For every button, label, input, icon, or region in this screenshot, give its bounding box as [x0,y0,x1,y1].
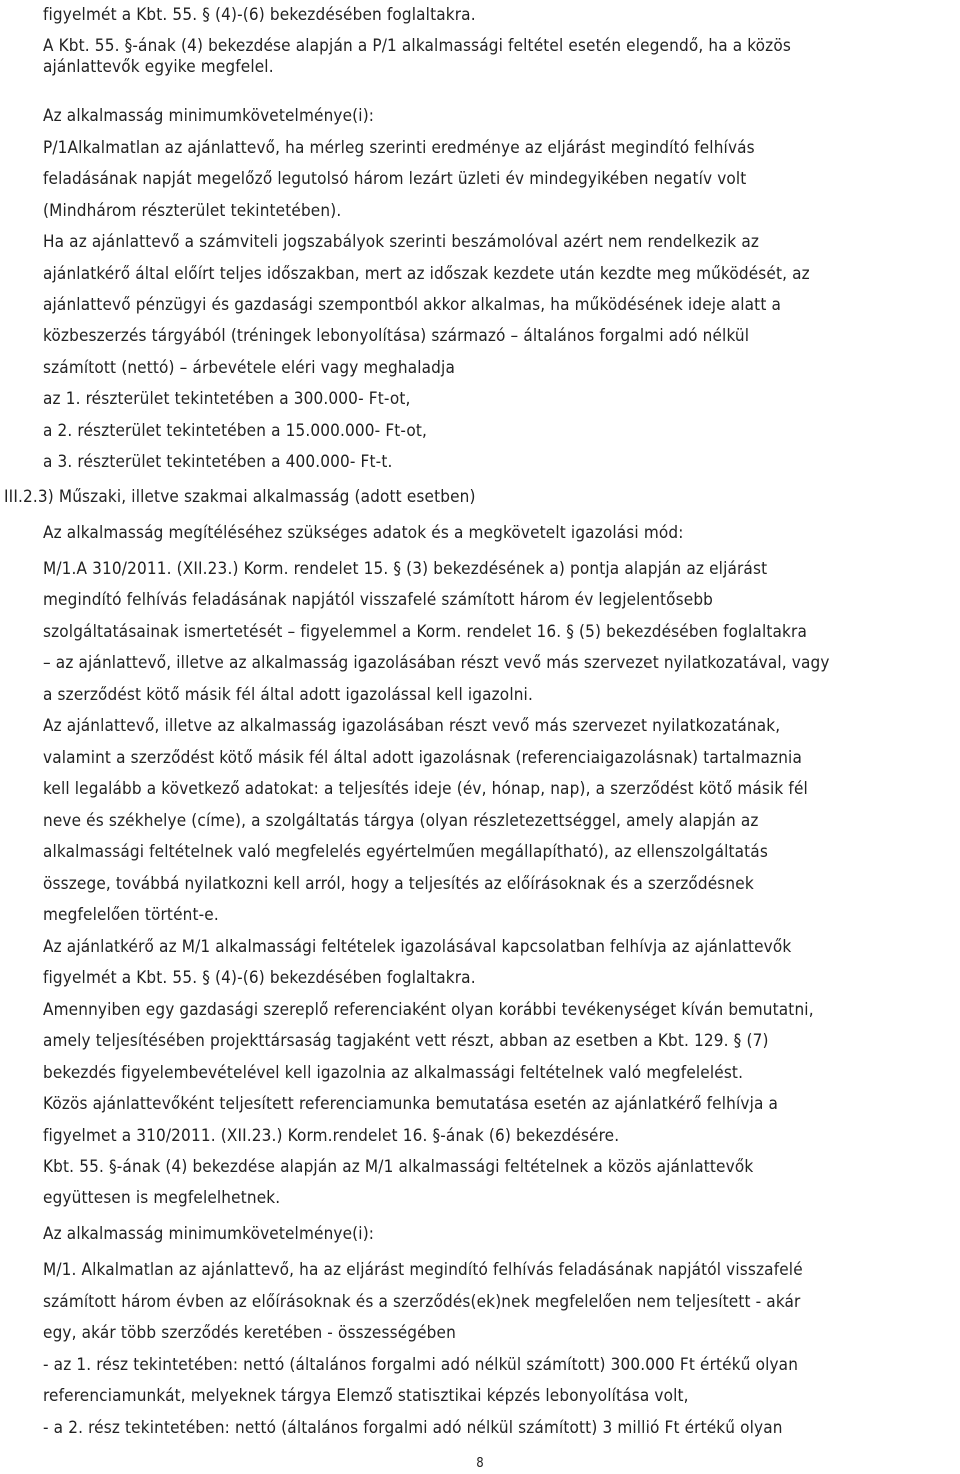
text-line: közbeszerzés tárgyából (tréningek lebonyolítása) származó – általános forgalmi adó nélkül [43,326,750,346]
text-line: ajánlattevők egyike megfelel. [43,57,274,77]
text-line: (Mindhárom részterület tekintetében). [43,201,342,221]
text-line: megfelelően történt-e. [43,905,219,925]
text-line: figyelmét a Kbt. 55. § (4)-(6) bekezdésében foglaltakra. [43,5,476,25]
section-heading: Az alkalmasság minimumkövetelménye(i): [43,1224,375,1244]
text-line: számított (nettó) – árbevétele eléri vagy meghaladja [43,358,455,378]
section-heading: Az alkalmasság minimumkövetelménye(i): [43,106,375,126]
text-line: figyelmét a Kbt. 55. § (4)-(6) bekezdésében foglaltakra. [43,968,476,988]
text-line: ajánlattevő pénzügyi és gazdasági szempontból akkor alkalmas, ha működésének ideje alatt a [43,295,781,315]
text-line: együttesen is megfelelhetnek. [43,1188,281,1208]
text-line: szolgáltatásainak ismertetését – figyelemmel a Korm. rendelet 16. § (5) bekezdésében foglaltakra [43,622,807,642]
text-line: az 1. részterület tekintetében a 300.000- Ft-ot, [43,389,411,409]
text-line: a 3. részterület tekintetében a 400.000- Ft-t. [43,452,393,472]
text-line: Az ajánlattevő, illetve az alkalmasság igazolásában részt vevő más szervezet nyilatkozatának, [43,716,781,736]
text-line: ajánlatkérő által előírt teljes időszakban, mert az időszak kezdete után kezdte meg működését, az [43,264,810,284]
text-line: bekezdés figyelembevételével kell igazolnia az alkalmassági feltételnek való megfelelést. [43,1063,744,1083]
text-line: referenciamunkát, melyeknek tárgya Elemző statisztikai képzés lebonyolítása volt, [43,1386,689,1406]
text-line: összege, továbbá nyilatkozni kell arról, hogy a teljesítés az előírásoknak és a szerződésnek [43,874,754,894]
text-line: - az 1. rész tekintetében: nettó (általános forgalmi adó nélkül számított) 300.000 Ft értékű olyan [43,1355,799,1375]
text-line: a 2. részterület tekintetében a 15.000.000- Ft-ot, [43,421,428,441]
text-line: Ha az ajánlattevő a számviteli jogszabályok szerinti beszámolóval azért nem rendelkezik az [43,232,760,252]
page-number: 8 [476,1456,484,1471]
text-line: Az ajánlatkérő az M/1 alkalmassági feltételek igazolásával kapcsolatban felhívja az ajánlattevők [43,937,792,957]
text-line: amely teljesítésében projekttársaság tagjaként vett részt, abban az esetben a Kbt. 129. § (7) [43,1031,769,1051]
text-line: M/1.A 310/2011. (XII.23.) Korm. rendelet 15. § (3) bekezdésének a) pontja alapján az eljárást [43,559,768,579]
text-line: neve és székhelye (címe), a szolgáltatás tárgya (olyan részletezettséggel, amely alapján az [43,811,759,831]
text-line: Közös ajánlattevőként teljesített referenciamunka bemutatása esetén az ajánlatkérő felhívja a [43,1094,779,1114]
text-line: a szerződést kötő másik fél által adott igazolással kell igazolni. [43,685,533,705]
text-line: Amennyiben egy gazdasági szereplő referenciaként olyan korábbi tevékenységet kíván bemutatni, [43,1000,814,1020]
text-line: valamint a szerződést kötő másik fél által adott igazolásnak (referenciaigazolásnak) tartalmaznia [43,748,802,768]
text-line: P/1Alkalmatlan az ajánlattevő, ha mérleg szerinti eredménye az eljárást megindító felhívás [43,138,755,158]
text-line: A Kbt. 55. §-ának (4) bekezdése alapján a P/1 alkalmassági feltétel esetén elegendő, ha a közös [43,36,791,56]
subsection-heading: Az alkalmasság megítéléséhez szükséges adatok és a megkövetelt igazolási mód: [43,523,684,543]
text-line: alkalmassági feltételnek való megfelelés egyértelműen megállapítható), az ellenszolgáltatás [43,842,768,862]
text-line: számított három évben az előírásoknak és a szerződés(ek)nek megfelelően nem teljesített - akár [43,1292,801,1312]
text-line: feladásának napját megelőző legutolsó három lezárt üzleti év mindegyikében negatív volt [43,169,747,189]
text-line: egy, akár több szerződés keretében - összességében [43,1323,456,1343]
text-line: kell legalább a következő adatokat: a teljesítés ideje (év, hónap, nap), a szerződést kötő másik fél [43,779,808,799]
text-line: figyelmet a 310/2011. (XII.23.) Korm.rendelet 16. §-ának (6) bekezdésére. [43,1126,620,1146]
section-heading: III.2.3) Műszaki, illetve szakmai alkalmasság (adott esetben) [4,487,476,507]
text-line: Kbt. 55. §-ának (4) bekezdése alapján az M/1 alkalmassági feltételnek a közös ajánlattevők [43,1157,754,1177]
text-line: M/1. Alkalmatlan az ajánlattevő, ha az eljárást megindító felhívás feladásának napjától visszafelé [43,1260,803,1280]
text-line: megindító felhívás feladásának napjától visszafelé számított három év legjelentősebb [43,590,714,610]
text-line: – az ajánlattevő, illetve az alkalmasság igazolásában részt vevő más szervezet nyilatkozatával, vagy [43,653,830,673]
text-line: - a 2. rész tekintetében: nettó (általános forgalmi adó nélkül számított) 3 millió Ft értékű olyan [43,1418,783,1438]
